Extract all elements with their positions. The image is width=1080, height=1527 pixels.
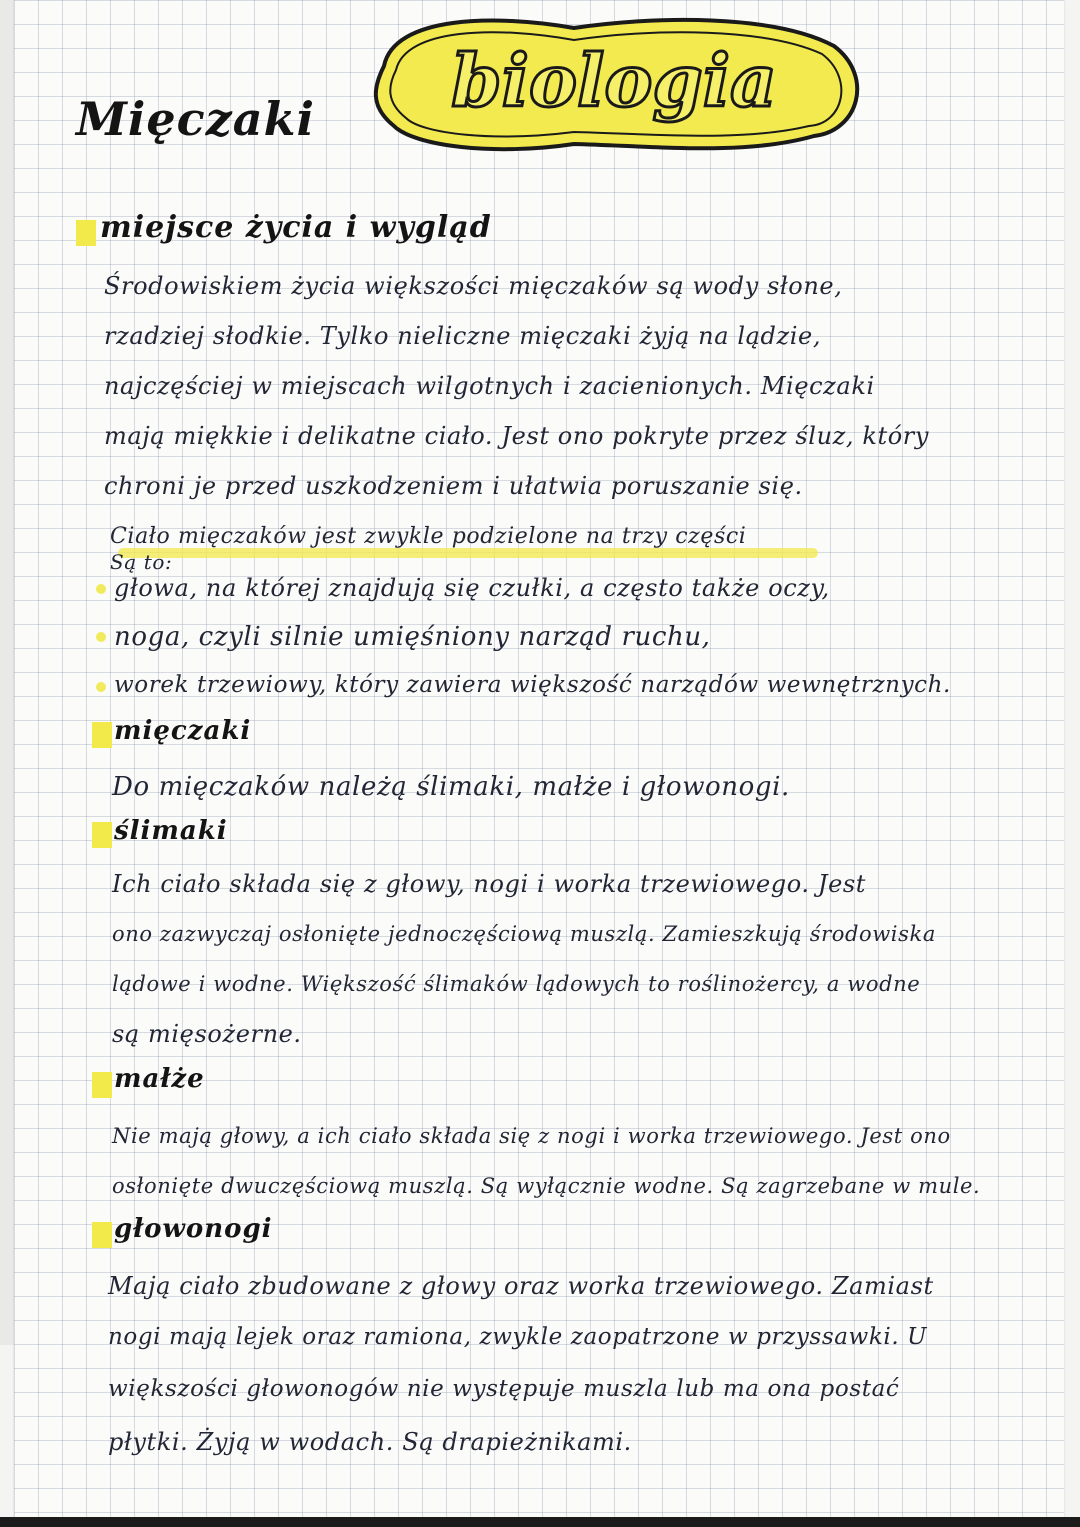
logo-text: biologia — [451, 38, 777, 123]
text-line: Ich ciało składa się z głowy, nogi i worka trzewiowego. Jest — [112, 870, 867, 898]
text-line: rzadziej słodkie. Tylko nieliczne mięczaki żyją na lądzie, — [104, 322, 822, 350]
heading-habitat: miejsce życia i wygląd — [100, 210, 492, 245]
heading-marker — [92, 1072, 112, 1098]
text-line: większości głowonogów nie występuje muszla lub ma ona postać — [108, 1376, 900, 1402]
text-line-highlighted: Ciało mięczaków jest zwykle podzielone na trzy części — [110, 524, 747, 549]
heading-clams: małże — [114, 1064, 205, 1094]
heading-marker — [92, 1222, 112, 1248]
text-line: nogi mają lejek oraz ramiona, zwykle zaopatrzone w przyssawki. U — [108, 1324, 928, 1350]
text-line: Są to: — [110, 550, 173, 574]
text-line: płytki. Żyją w wodach. Są drapieżnikami. — [108, 1428, 632, 1456]
scan-bottom-edge — [0, 1517, 1080, 1527]
heading-cephalopods: głowonogi — [114, 1214, 273, 1244]
bullet-item: noga, czyli silnie umięśniony narząd ruchu, — [114, 622, 711, 652]
text-line: ono zazwyczaj osłonięte jednoczęściową muszlą. Zamieszkują środowiska — [112, 922, 936, 946]
bullet-dot — [96, 584, 106, 594]
heading-snails: ślimaki — [114, 816, 228, 846]
text-line: lądowe i wodne. Większość ślimaków lądowych to roślinożercy, a wodne — [112, 972, 921, 996]
bullet-item: głowa, na której znajdują się czułki, a często także oczy, — [114, 574, 830, 602]
bullet-item: worek trzewiowy, który zawiera większość narządów wewnętrznych. — [114, 672, 951, 698]
text-line: Środowiskiem życia większości mięczaków są wody słone, — [104, 272, 843, 300]
text-line: mają miękkie i delikatne ciało. Jest ono pokryte przez śluz, który — [104, 422, 930, 450]
text-line: chroni je przed uszkodzeniem i ułatwia poruszanie się. — [104, 472, 803, 500]
grid-notebook-page — [14, 0, 1064, 1527]
heading-marker — [92, 822, 112, 848]
scan-left-edge — [0, 0, 14, 1345]
text-line: Do mięczaków należą ślimaki, małże i głowonogi. — [112, 772, 790, 802]
highlighter-stroke — [118, 548, 818, 558]
page-title: Mięczaki — [76, 92, 315, 146]
biologia-logo — [354, 6, 874, 166]
text-line: Nie mają głowy, a ich ciało składa się z nogi i worka trzewiowego. Jest ono — [112, 1124, 951, 1148]
text-line: są mięsożerne. — [112, 1020, 302, 1048]
bullet-dot — [96, 682, 106, 692]
text-line: Mają ciało zbudowane z głowy oraz worka trzewiowego. Zamiast — [108, 1272, 934, 1300]
heading-marker — [92, 722, 112, 748]
heading-molluscs: mięczaki — [114, 716, 252, 746]
biologia-bubble-lettering — [354, 6, 874, 166]
heading-marker — [76, 220, 96, 246]
text-line: osłonięte dwuczęściową muszlą. Są wyłącznie wodne. Są zagrzebane w mule. — [112, 1174, 981, 1198]
text-line: najczęściej w miejscach wilgotnych i zacienionych. Mięczaki — [104, 372, 875, 400]
bullet-dot — [96, 632, 106, 642]
